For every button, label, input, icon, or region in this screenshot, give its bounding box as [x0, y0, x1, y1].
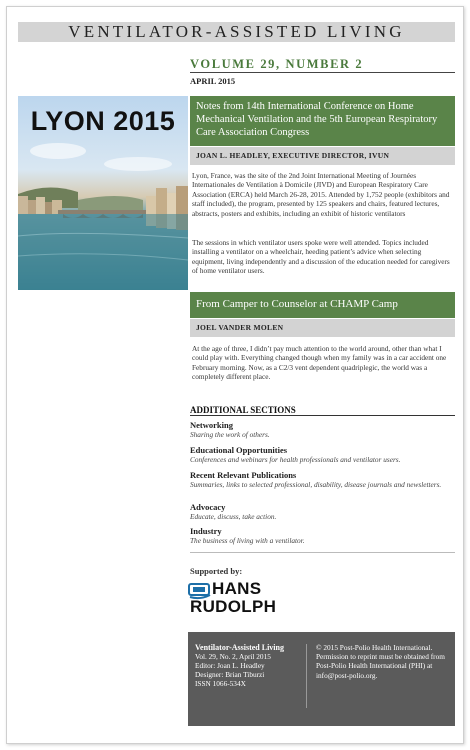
divider [190, 552, 455, 553]
section-link-industry[interactable]: Industry [190, 526, 222, 536]
copyright-notice: © 2015 Post-Polio Health International. Permission to reprint must be obtained from Post-Polio Health International (PHI) at info@post-polio.org. [316, 643, 445, 680]
additional-sections-heading: ADDITIONAL SECTIONS [190, 405, 296, 415]
section-link-advocacy[interactable]: Advocacy [190, 502, 226, 512]
divider [190, 72, 455, 73]
publication-line: Vol. 29, No. 2, April 2015 [195, 652, 271, 661]
publication-footer [188, 632, 455, 726]
article-byline: JOAN L. HEADLEY, EXECUTIVE DIRECTOR, IVUN [190, 147, 455, 165]
divider [190, 415, 455, 416]
hans-rudolph-logo[interactable] [188, 580, 298, 620]
article-paragraph: At the age of three, I didn’t pay much attention to the world around, other than what I could play with. Everything changed though when my family was in a car accident one February morning. Now, as a C2/3 vent dependent quadriplegic, the world was a completely different place. [192, 344, 447, 382]
section-link-educational-opportunities[interactable]: Educational Opportunities [190, 445, 288, 455]
section-description: Educate, discuss, take action. [190, 512, 277, 521]
publication-line: ISSN 1066-534X [195, 679, 246, 688]
photo-caption: LYON 2015 [30, 106, 176, 136]
article-title[interactable]: From Camper to Counselor at CHAMP Camp [190, 292, 455, 318]
supported-by-label: Supported by: [190, 566, 243, 576]
article-byline: JOEL VANDER MOLEN [190, 319, 455, 337]
publication-line: Editor: Joan L. Headley [195, 661, 265, 670]
article-paragraph: The sessions in which ventilator users spoke were well attended. Topics included installing a ventilator on a wheelchair, heeding patient’s advice when selecting equipment, living independently and a discussion of the education needed for caregivers of home ventilator users. [192, 238, 450, 276]
logo-text: HANS [212, 579, 262, 598]
section-description: Summaries, links to selected professional, disability, disease journals and newsletters. [190, 480, 442, 489]
publication-title: Ventilator-Assisted Living [195, 643, 284, 652]
issue-date: APRIL 2015 [190, 76, 236, 86]
article-title[interactable]: Notes from 14th International Conference on Home Mechanical Ventilation and the 5th European Respiratory Care Association Congress [190, 96, 455, 146]
publication-line: Designer: Brian Tiburzi [195, 670, 265, 679]
logo-text: RUDOLPH [190, 597, 277, 616]
publication-info [195, 643, 303, 688]
article-paragraph: Lyon, France, was the site of the 2nd Joint International Meeting of Journées Internationales de Ventilation à Domicile (JIVD) and European Respiratory Care Association (ERCA) held March 26-28, 2015. Attended by 1,752 people (exhibitors and staff included), the program, presented by 125 speakers and chairs, featured lectures, abstracts, posters and exhibits, including an exhibit of historic ventilators [192, 171, 450, 218]
section-link-networking[interactable]: Networking [190, 420, 233, 430]
section-description: Sharing the work of others. [190, 430, 270, 439]
section-description: The business of living with a ventilator. [190, 536, 305, 545]
lyon-photo [18, 96, 188, 290]
footer-divider [306, 644, 307, 708]
section-link-recent-publications[interactable]: Recent Relevant Publications [190, 470, 297, 480]
volume-number: VOLUME 29, NUMBER 2 [190, 57, 364, 71]
section-description: Conferences and webinars for health professionals and ventilator users. [190, 455, 401, 464]
newsletter-masthead: VENTILATOR-ASSISTED LIVING [18, 22, 455, 42]
